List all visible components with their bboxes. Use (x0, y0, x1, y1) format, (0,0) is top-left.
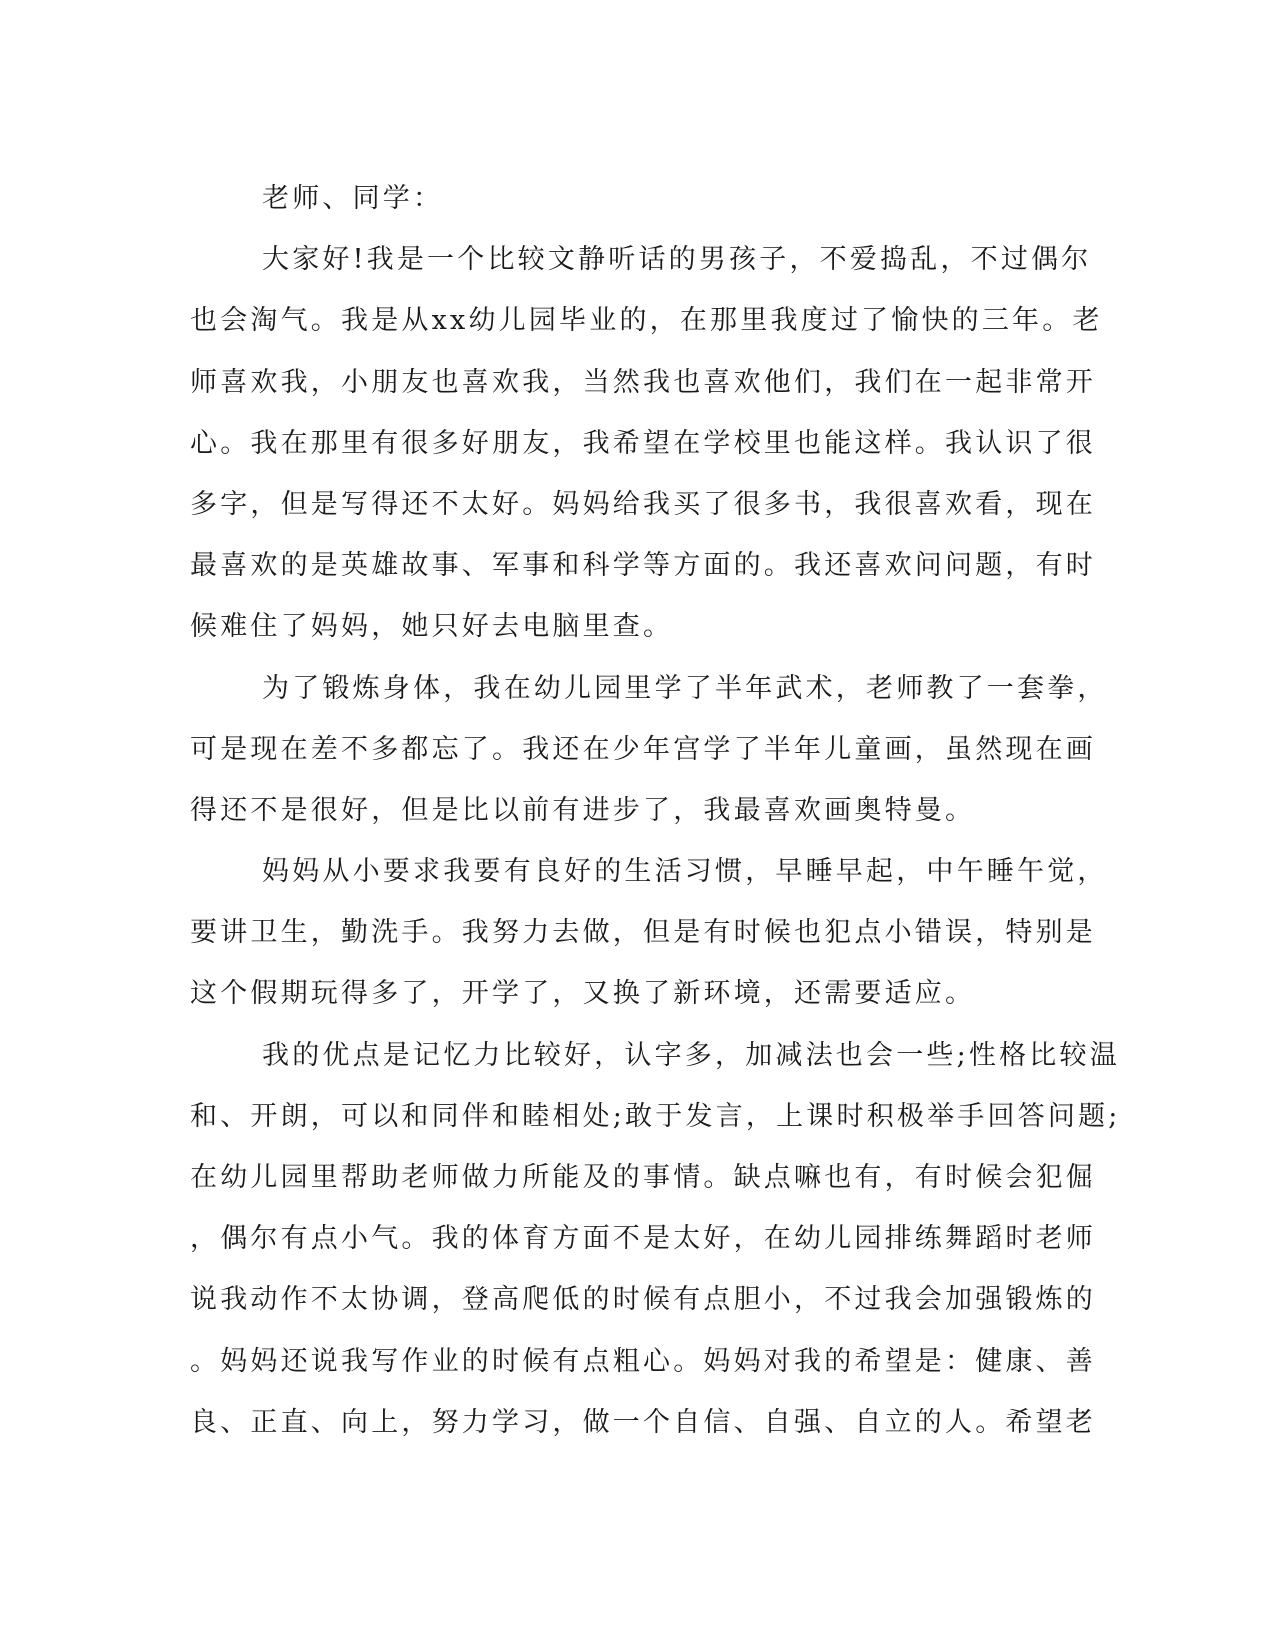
paragraph-1-line-6: 最喜欢的是英雄故事、军事和科学等方面的。我还喜欢问问题，有时 (190, 550, 1096, 582)
paragraph-4-line-2: 和、开朗，可以和同伴和睦相处;敢于发言，上课时积极举手回答问题; (190, 1100, 1121, 1132)
paragraph-1-line-7: 候难住了妈妈，她只好去电脑里查。 (190, 611, 674, 643)
paragraph-2-line-2: 可是现在差不多都忘了。我还在少年宫学了半年儿童画，虽然现在画 (190, 733, 1096, 765)
paragraph-4-line-7: 良、正直、向上，努力学习，做一个自信、自强、自立的人。希望老 (190, 1406, 1096, 1438)
paragraph-1-line-5: 多字，但是写得还不太好。妈妈给我买了很多书，我很喜欢看，现在 (190, 488, 1096, 520)
paragraph-4-line-5: 说我动作不太协调，登高爬低的时候有点胆小，不过我会加强锻炼的 (190, 1284, 1096, 1316)
paragraph-3-line-2: 要讲卫生，勤洗手。我努力去做，但是有时候也犯点小错误，特别是 (190, 917, 1096, 949)
document-body (190, 168, 1121, 1453)
paragraph-2-line-1: 为了锻炼身体，我在幼儿园里学了半年武术，老师教了一套拳， (262, 672, 1108, 704)
salutation-line: 老师、同学： (262, 183, 444, 214)
paragraph-4-line-1: 我的优点是记忆力比较好，认字多，加减法也会一些;性格比较温 (262, 1039, 1120, 1071)
paragraph-1-line-4: 心。我在那里有很多好朋友，我希望在学校里也能这样。我认识了很 (190, 427, 1096, 459)
paragraph-1-line-2: 也会淘气。我是从xx幼儿园毕业的，在那里我度过了愉快的三年。老 (190, 305, 1103, 337)
paragraph-1-line-1: 大家好!我是一个比较文静听话的男孩子，不爱捣乱，不过偶尔 (262, 244, 1092, 276)
paragraph-1-line-3: 师喜欢我，小朋友也喜欢我，当然我也喜欢他们，我们在一起非常开 (190, 366, 1096, 398)
paragraph-3-line-3: 这个假期玩得多了，开学了，又换了新环境，还需要适应。 (190, 978, 976, 1010)
paragraph-4-line-6: 。妈妈还说我写作业的时候有点粗心。妈妈对我的希望是：健康、善 (190, 1345, 1096, 1377)
paragraph-2-line-3: 得还不是很好，但是比以前有进步了，我最喜欢画奥特曼。 (190, 794, 976, 826)
paragraph-3-line-1: 妈妈从小要求我要有良好的生活习惯，早睡早起，中午睡午觉， (262, 856, 1108, 888)
paragraph-4-line-4: ，偶尔有点小气。我的体育方面不是太好，在幼儿园排练舞蹈时老师 (190, 1223, 1096, 1255)
paragraph-4-line-3: 在幼儿园里帮助老师做力所能及的事情。缺点嘛也有，有时候会犯倔 (190, 1162, 1096, 1193)
